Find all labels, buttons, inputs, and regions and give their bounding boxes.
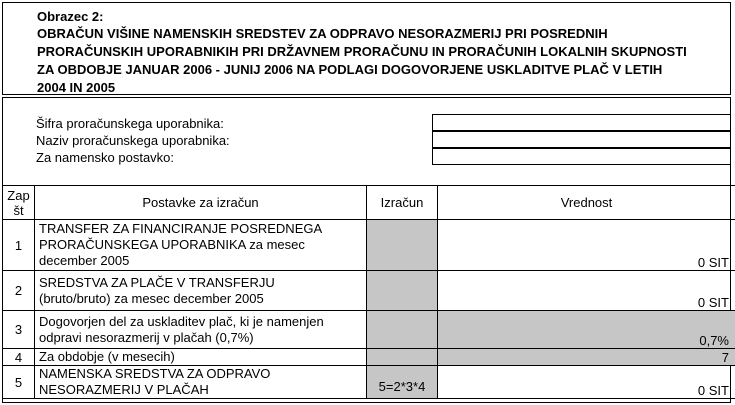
naziv-label: Naziv proračunskega uporabnika: bbox=[36, 133, 230, 148]
calculation-table bbox=[2, 185, 735, 399]
header-postavke: Postavke za izračun bbox=[35, 186, 367, 220]
row-description bbox=[35, 271, 367, 311]
row-value[interactable]: 0 SIT bbox=[438, 366, 735, 399]
form-title bbox=[37, 25, 727, 97]
row-calculation bbox=[367, 311, 438, 349]
form-title-line-4: 2004 IN 2005 bbox=[37, 80, 116, 95]
header-zap-line-2: št bbox=[13, 202, 24, 218]
sifra-field[interactable] bbox=[432, 114, 731, 131]
row-description-line: PRORAČUNSKEGA UPORABNIKA za mesec bbox=[39, 237, 305, 252]
form-header bbox=[2, 2, 731, 95]
table-row bbox=[3, 366, 735, 399]
row-calculation: 5=2*3*4 bbox=[367, 366, 438, 399]
form-title-line-2: PRORAČUNSKIH UPORABNIKIH PRI DRŽAVNEM PRORAČUNU IN PRORAČUNIH LOKALNIH SKUPNOSTI bbox=[37, 44, 687, 59]
header-zap bbox=[3, 186, 35, 220]
row-description-line: NESORAZMERIJ V PLAČAH bbox=[39, 382, 209, 397]
row-description-line: SREDSTVA ZA PLAČE V TRANSFERJU bbox=[39, 274, 275, 290]
row-description-line: TRANSFER ZA FINANCIRANJE POSREDNEGA bbox=[39, 221, 323, 236]
row-number: 5 bbox=[3, 366, 35, 399]
row-description bbox=[35, 311, 367, 349]
row-description-line: odpravi nesorazmerij v plačah (0,7%) bbox=[39, 329, 254, 345]
row-description bbox=[35, 220, 367, 271]
header-vrednost: Vrednost bbox=[438, 186, 735, 220]
form-title-line-1: OBRAČUN VIŠINE NAMENSKIH SREDSTEV ZA ODPRAVO NESORAZMERIJ PRI POSREDNIH bbox=[37, 26, 608, 41]
row-description-line: Za obdobje (v mesecih) bbox=[39, 349, 175, 364]
row-description bbox=[35, 366, 367, 399]
row-description-line: NAMENSKA SREDSTVA ZA ODPRAVO bbox=[39, 366, 271, 381]
table-row bbox=[3, 311, 735, 349]
table-row bbox=[3, 220, 735, 271]
row-value[interactable]: 0 SIT bbox=[438, 271, 735, 311]
postavka-label: Za namensko postavko: bbox=[36, 150, 175, 165]
row-description-line: (bruto/bruto) za mesec december 2005 bbox=[39, 290, 264, 306]
row-value[interactable]: 7 bbox=[438, 349, 735, 366]
row-description-line: Dogovorjen del za uskladitev plač, ki je namenjen bbox=[39, 313, 324, 329]
row-number: 4 bbox=[3, 349, 35, 366]
row-description bbox=[35, 349, 367, 366]
row-calculation bbox=[367, 271, 438, 311]
row-calculation bbox=[367, 349, 438, 366]
naziv-field[interactable] bbox=[432, 131, 731, 148]
header-izracun: Izračun bbox=[367, 186, 438, 220]
row-number: 2 bbox=[3, 271, 35, 311]
row-number: 3 bbox=[3, 311, 35, 349]
table-row bbox=[3, 271, 735, 311]
postavka-field[interactable] bbox=[432, 148, 731, 165]
form-number: Obrazec 2: bbox=[37, 9, 104, 24]
table-row bbox=[3, 349, 735, 366]
row-value[interactable]: 0,7% bbox=[438, 311, 735, 349]
row-calculation bbox=[367, 220, 438, 271]
sifra-label: Šifra proračunskega uporabnika: bbox=[36, 116, 224, 131]
form-title-line-3: ZA OBDOBJE JANUAR 2006 - JUNIJ 2006 NA PODLAGI DOGOVORJENE USKLADITVE PLAČ V LETIH bbox=[37, 62, 663, 77]
row-description-line: december 2005 bbox=[39, 253, 130, 268]
row-number: 1 bbox=[3, 220, 35, 271]
table-header-row bbox=[3, 186, 735, 220]
row-value[interactable]: 0 SIT bbox=[438, 220, 735, 271]
header-zap-line-1: Zap bbox=[7, 187, 30, 203]
